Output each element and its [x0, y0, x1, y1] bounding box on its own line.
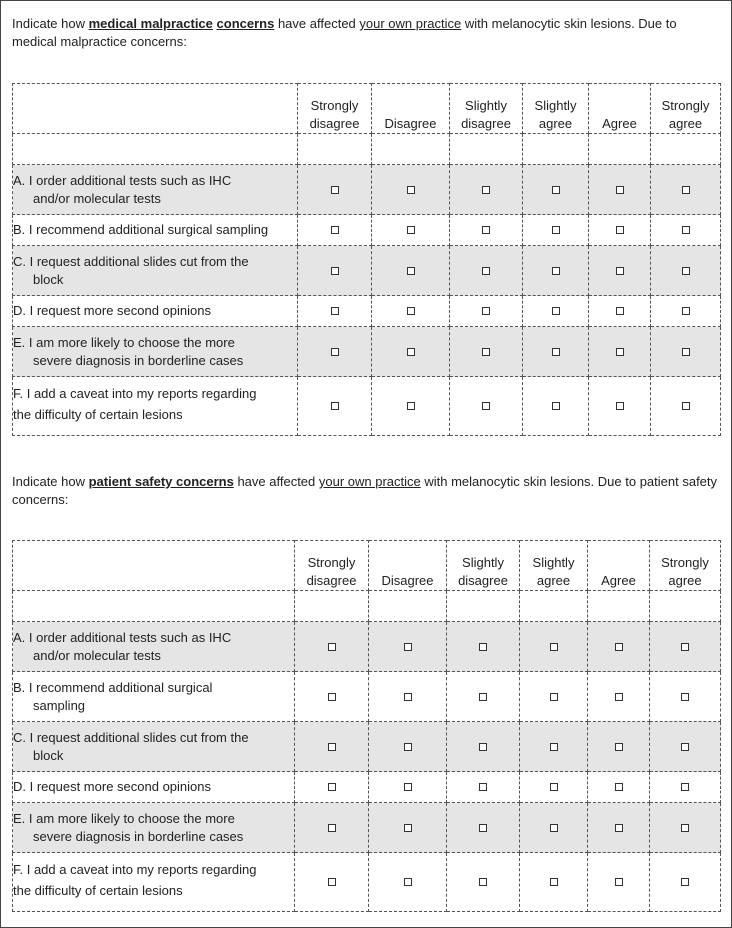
checkbox[interactable]: [615, 824, 623, 832]
checkbox[interactable]: [479, 693, 487, 701]
checkbox[interactable]: [331, 186, 339, 194]
table-row: [13, 853, 721, 912]
intro-text: Indicate how: [12, 474, 89, 489]
statement-c: C. I request additional slides cut from the block: [13, 246, 298, 296]
checkbox[interactable]: [615, 743, 623, 751]
checkbox[interactable]: [479, 824, 487, 832]
intro-emphasis: patient safety concerns: [88, 474, 234, 489]
checkbox[interactable]: [681, 693, 689, 701]
checkbox[interactable]: [616, 267, 624, 275]
col-disagree: Disagree: [372, 84, 450, 134]
spacer-row: [13, 134, 721, 165]
checkbox[interactable]: [407, 348, 415, 356]
checkbox[interactable]: [328, 693, 336, 701]
checkbox[interactable]: [552, 267, 560, 275]
checkbox[interactable]: [616, 348, 624, 356]
table-row: [13, 296, 721, 327]
table-row: [13, 215, 721, 246]
intro-emphasis-2: concerns: [216, 16, 275, 31]
intro-text: with melanocytic skin lesions. Due to medical malpractice concerns:: [12, 16, 677, 49]
header-row: [13, 84, 721, 134]
checkbox[interactable]: [407, 186, 415, 194]
checkbox[interactable]: [404, 783, 412, 791]
checkbox[interactable]: [681, 783, 689, 791]
question-2-intro: [12, 473, 720, 509]
checkbox[interactable]: [552, 402, 560, 410]
header-blank: [13, 84, 298, 134]
checkbox[interactable]: [482, 307, 490, 315]
checkbox[interactable]: [550, 693, 558, 701]
statement-c: C. I request additional slides cut from the block: [13, 722, 295, 772]
checkbox[interactable]: [479, 743, 487, 751]
checkbox[interactable]: [550, 878, 558, 886]
checkbox[interactable]: [615, 643, 623, 651]
statement-e: E. I am more likely to choose the more severe diagnosis in borderline cases: [13, 803, 295, 853]
checkbox[interactable]: [482, 348, 490, 356]
table-row: [13, 772, 721, 803]
statement-f: F. I add a caveat into my reports regarding the difficulty of certain lesions: [13, 853, 295, 912]
checkbox[interactable]: [615, 693, 623, 701]
statement-b: B. I recommend additional surgical sampling: [13, 215, 298, 246]
checkbox[interactable]: [328, 783, 336, 791]
checkbox[interactable]: [682, 267, 690, 275]
likert-table-1: [12, 83, 721, 436]
checkbox[interactable]: [404, 693, 412, 701]
checkbox[interactable]: [404, 824, 412, 832]
checkbox[interactable]: [682, 186, 690, 194]
checkbox[interactable]: [331, 267, 339, 275]
table-row: [13, 622, 721, 672]
intro-underlined: your own practice: [359, 16, 462, 31]
checkbox[interactable]: [328, 643, 336, 651]
checkbox[interactable]: [681, 743, 689, 751]
table-row: [13, 672, 721, 722]
checkbox[interactable]: [615, 878, 623, 886]
checkbox[interactable]: [407, 267, 415, 275]
checkbox[interactable]: [482, 267, 490, 275]
table-row: [13, 377, 721, 436]
statement-e: E. I am more likely to choose the more severe diagnosis in borderline cases: [13, 327, 298, 377]
col-slightly-agree: Slightly agree: [523, 84, 589, 134]
checkbox[interactable]: [482, 186, 490, 194]
intro-text: have affected: [233, 474, 319, 489]
checkbox[interactable]: [482, 402, 490, 410]
checkbox[interactable]: [404, 878, 412, 886]
checkbox[interactable]: [552, 186, 560, 194]
col-slightly-agree: Slightly agree: [520, 541, 588, 591]
checkbox[interactable]: [550, 824, 558, 832]
table-row: [13, 165, 721, 215]
checkbox[interactable]: [482, 226, 490, 234]
checkbox[interactable]: [552, 307, 560, 315]
likert-table-2: [12, 540, 721, 912]
intro-text: Indicate how: [12, 16, 89, 31]
intro-emphasis: medical malpractice: [88, 16, 213, 31]
col-strongly-disagree: Strongly disagree: [298, 84, 372, 134]
statement-d: D. I request more second opinions: [13, 296, 298, 327]
statement-f: F. I add a caveat into my reports regarding the difficulty of certain lesions: [13, 377, 298, 436]
statement-a: A. I order additional tests such as IHC and/or molecular tests: [13, 165, 298, 215]
col-strongly-disagree: Strongly disagree: [295, 541, 369, 591]
checkbox[interactable]: [328, 824, 336, 832]
checkbox[interactable]: [331, 226, 339, 234]
checkbox[interactable]: [407, 226, 415, 234]
checkbox[interactable]: [681, 643, 689, 651]
table-row: [13, 722, 721, 772]
col-agree: Agree: [588, 541, 650, 591]
checkbox[interactable]: [550, 783, 558, 791]
checkbox[interactable]: [550, 743, 558, 751]
header-row: [13, 541, 721, 591]
statement-b: B. I recommend additional surgical sampling: [13, 672, 295, 722]
intro-text: with melanocytic skin lesions. Due to patient safety concerns:: [12, 474, 718, 507]
table-row: [13, 246, 721, 296]
checkbox[interactable]: [616, 307, 624, 315]
checkbox[interactable]: [331, 402, 339, 410]
checkbox[interactable]: [404, 643, 412, 651]
checkbox[interactable]: [552, 226, 560, 234]
checkbox[interactable]: [552, 348, 560, 356]
intro-underlined: your own practice: [318, 474, 421, 489]
col-agree: Agree: [589, 84, 651, 134]
header-blank: [13, 541, 295, 591]
checkbox[interactable]: [616, 226, 624, 234]
checkbox[interactable]: [682, 226, 690, 234]
checkbox[interactable]: [331, 307, 339, 315]
checkbox[interactable]: [615, 783, 623, 791]
checkbox[interactable]: [407, 402, 415, 410]
checkbox[interactable]: [682, 402, 690, 410]
checkbox[interactable]: [328, 743, 336, 751]
checkbox[interactable]: [682, 348, 690, 356]
checkbox[interactable]: [479, 643, 487, 651]
col-slightly-disagree: Slightly disagree: [450, 84, 523, 134]
checkbox[interactable]: [681, 824, 689, 832]
question-1-intro: [12, 15, 720, 51]
checkbox[interactable]: [550, 643, 558, 651]
statement-a: A. I order additional tests such as IHC and/or molecular tests: [13, 622, 295, 672]
col-strongly-agree: Strongly agree: [651, 84, 721, 134]
table-row: [13, 327, 721, 377]
checkbox[interactable]: [616, 186, 624, 194]
checkbox[interactable]: [479, 783, 487, 791]
statement-d: D. I request more second opinions: [13, 772, 295, 803]
col-strongly-agree: Strongly agree: [650, 541, 721, 591]
checkbox[interactable]: [681, 878, 689, 886]
spacer-row: [13, 591, 721, 622]
col-slightly-disagree: Slightly disagree: [447, 541, 520, 591]
checkbox[interactable]: [682, 307, 690, 315]
checkbox[interactable]: [616, 402, 624, 410]
checkbox[interactable]: [479, 878, 487, 886]
checkbox[interactable]: [407, 307, 415, 315]
checkbox[interactable]: [328, 878, 336, 886]
intro-text: have affected: [274, 16, 360, 31]
checkbox[interactable]: [331, 348, 339, 356]
col-disagree: Disagree: [369, 541, 447, 591]
checkbox[interactable]: [404, 743, 412, 751]
table-row: [13, 803, 721, 853]
